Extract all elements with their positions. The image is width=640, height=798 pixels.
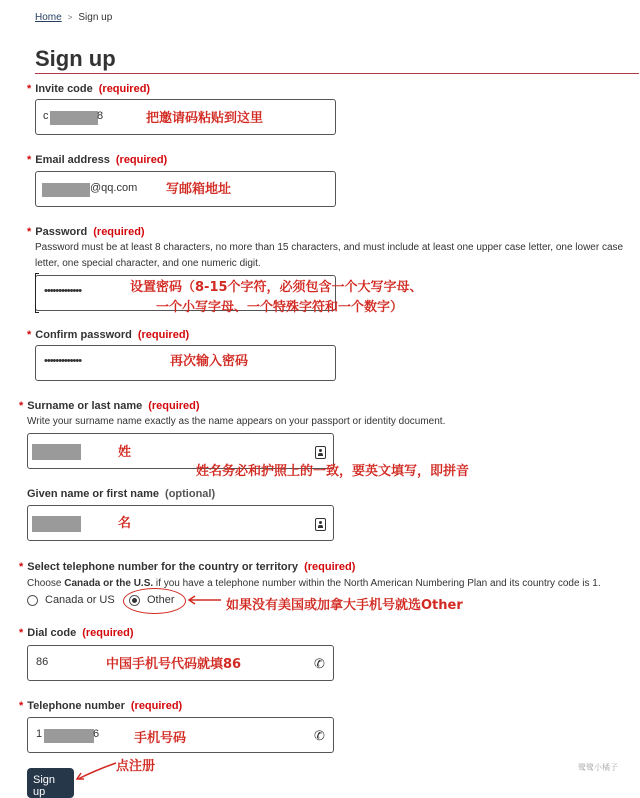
required-star: * (19, 627, 24, 639)
given-name-label (27, 488, 215, 500)
breadcrumb-current: Sign up (78, 12, 113, 23)
telephone-number-label-text: Telephone number (27, 700, 125, 712)
breadcrumb-home-link[interactable]: Home (35, 12, 62, 23)
required-star: * (27, 329, 32, 341)
redaction-mask (44, 729, 94, 743)
redaction-mask (50, 111, 98, 125)
required-star: * (27, 83, 32, 95)
required-tag: (required) (304, 561, 356, 573)
required-tag: (required) (137, 329, 190, 341)
required-star: * (19, 400, 24, 412)
annotation-given-name: 名 (118, 516, 132, 531)
email-label (27, 154, 167, 166)
surname-label (19, 400, 200, 412)
radio-canada-us-label[interactable]: Canada or US (45, 594, 115, 606)
surname-label-text: Surname or last name (27, 400, 143, 412)
contact-card-icon (315, 518, 326, 531)
annotation-arrow-icon (186, 595, 222, 605)
dial-code-label-text: Dial code (27, 627, 77, 639)
required-tag: (required) (115, 154, 168, 166)
annotation-confirm-password: 再次输入密码 (170, 354, 249, 369)
redaction-mask (42, 183, 90, 197)
telephone-number-label (19, 700, 182, 712)
annotation-name-note: 姓名务必和护照上的一致，要英文填写，即拼音 (196, 464, 470, 479)
given-name-field[interactable] (27, 505, 334, 541)
invite-code-value-start: c (43, 110, 49, 122)
confirm-password-label (27, 329, 189, 341)
telephone-country-label-text: Select telephone number for the country or territory (27, 561, 299, 573)
confirm-password-label-text: Confirm password (35, 329, 132, 341)
required-tag: (required) (98, 83, 151, 95)
password-label-text: Password (35, 226, 88, 238)
telephone-country-hint (27, 576, 601, 592)
annotation-password-line2: 一个小写字母、一个特殊字符和一个数字） (156, 300, 404, 315)
annotation-submit: 点注册 (116, 759, 156, 774)
telephone-country-label (19, 561, 355, 573)
required-tag: (required) (82, 627, 134, 639)
confirm-password-value: ••••••••••••• (44, 355, 82, 367)
annotation-telephone-country: 如果没有美国或加拿大手机号就选Other (226, 598, 463, 613)
contact-card-icon (315, 446, 326, 459)
phone-icon: ✆ (314, 656, 325, 671)
optional-tag: (optional) (165, 488, 216, 500)
dial-code-value: 86 (36, 656, 49, 668)
surname-hint: Write your surname name exactly as the name appears on your passport or identity document. (27, 416, 446, 427)
given-name-label-text: Given name or first name (27, 488, 160, 500)
dial-code-label (19, 627, 134, 639)
watermark: 鹭鹭小橘子 (578, 763, 618, 772)
phone-icon: ✆ (314, 728, 325, 743)
radio-other-label[interactable]: Other (147, 594, 175, 606)
telephone-number-value-start: 1 (36, 728, 43, 740)
annotation-email: 写邮箱地址 (166, 182, 232, 197)
password-label (27, 226, 145, 238)
required-star: * (27, 226, 32, 238)
required-star: * (27, 154, 32, 166)
annotation-telephone-number: 手机号码 (134, 731, 187, 746)
required-tag: (required) (93, 226, 145, 238)
redaction-mask (32, 444, 81, 460)
telephone-number-value-end: 6 (93, 728, 100, 740)
annotation-invite-code: 把邀请码粘贴到这里 (146, 111, 264, 126)
radio-canada-us[interactable] (27, 595, 38, 606)
required-star: * (19, 561, 24, 573)
hint-bold-text: Canada or the U.S. (64, 578, 154, 589)
annotation-surname: 姓 (118, 445, 132, 460)
password-hint: Password must be at least 8 characters, no more than 15 characters, and must include at least one upper case letter, one lower case letter, one special character, and one numeric digit. (35, 242, 624, 269)
email-value: @qq.com (90, 182, 138, 194)
annotation-bracket (35, 273, 39, 313)
hint-text: if you have a telephone number within the North American Numbering Plan and its country code is 1. (153, 578, 601, 589)
annotation-dial-code: 中国手机号代码就填86 (106, 657, 242, 672)
email-label-text: Email address (35, 154, 110, 166)
required-star: * (19, 700, 24, 712)
page-title: Sign up (35, 46, 116, 71)
invite-code-value-end: 8 (97, 110, 104, 122)
annotation-password-line1: 设置密码（8-15个字符，必须包含一个大写字母、 (130, 280, 423, 295)
breadcrumb (35, 12, 112, 23)
breadcrumb-separator: > (67, 13, 73, 22)
annotation-arrow-icon (72, 760, 118, 782)
hint-text: Choose (27, 578, 65, 589)
invite-code-label (27, 83, 150, 95)
radio-other[interactable] (129, 595, 140, 606)
password-value: ••••••••••••• (44, 285, 82, 297)
sign-up-button[interactable]: Sign up (27, 768, 74, 798)
redaction-mask (32, 516, 81, 532)
title-divider (35, 73, 639, 74)
required-tag: (required) (148, 400, 200, 412)
invite-code-label-text: Invite code (35, 83, 93, 95)
required-tag: (required) (130, 700, 183, 712)
